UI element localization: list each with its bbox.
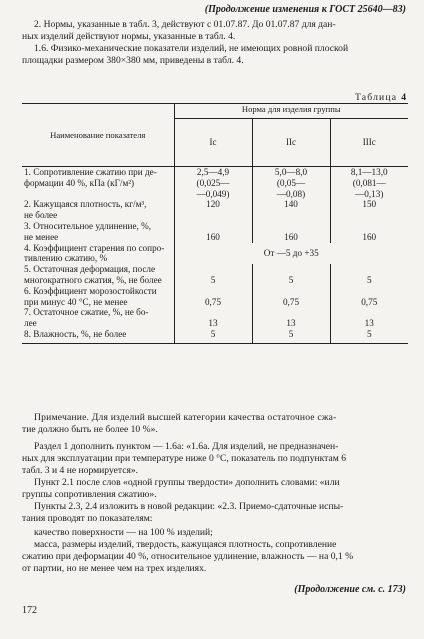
table-caption-number: 4 bbox=[401, 92, 406, 103]
row-4-merged-value: От —5 до +35 bbox=[263, 247, 319, 258]
intro-line-2: ных изделий действуют нормы, указанные в табл. 4. bbox=[22, 31, 236, 42]
row-7-name-line-1: 7. Остаточное сжатие, %, не бо- bbox=[24, 307, 149, 318]
row-1-col-2-line-3: —0,08) bbox=[276, 188, 306, 199]
note-line-5: табл. 3 и 4 не нормируется». bbox=[22, 465, 139, 476]
group-column-header: Норма для изделия группы bbox=[174, 104, 408, 119]
note-line-9: тания проводят по показателям: bbox=[22, 513, 153, 524]
table-row bbox=[22, 167, 408, 200]
row-5-name-line-2: многократного сжатия, %, не более bbox=[24, 274, 162, 285]
note-line-3: Раздел 1 дополнить пунктом — 1.6а: «1.6а. Для изделий, не предназначен- bbox=[34, 441, 339, 452]
row-6-name-line-2: при минус 40 °С, не менее bbox=[24, 296, 128, 307]
table-row bbox=[22, 199, 408, 221]
row-3-name-line-2: не менее bbox=[24, 231, 59, 242]
row-7-col-1: 13 bbox=[174, 307, 252, 329]
row-1-name-line-1: 1. Сопротивление сжатию при де- bbox=[24, 167, 157, 177]
row-3-col-3: 160 bbox=[362, 231, 377, 242]
column-header-1: Iс bbox=[174, 119, 252, 167]
row-2-col-2: 140 bbox=[252, 199, 330, 221]
row-5-col-2: 5 bbox=[252, 264, 330, 286]
row-1-col-3-line-3: —0,13) bbox=[355, 188, 384, 199]
table-caption bbox=[355, 92, 406, 103]
row-1-col-1-line-3: —0,049) bbox=[196, 188, 230, 199]
note-line-6: Пункт 2.1 после слов «одной группы твердости» дополнить словами: «или bbox=[34, 477, 340, 488]
row-1-col-1-line-1: 2,5—4,9 bbox=[196, 167, 230, 177]
note-line-10: качество поверхности — на 100 % изделий; bbox=[34, 527, 213, 538]
row-2-name-line-2: не более bbox=[24, 210, 58, 221]
row-3-col-2: 160 bbox=[252, 221, 330, 243]
row-6-name-line-1: 6. Коэффициент морозостойкости bbox=[24, 285, 157, 296]
table-caption-word: Таблица bbox=[354, 92, 398, 103]
row-8-col-1: 5 bbox=[174, 329, 252, 343]
row-3-col-1: 160 bbox=[174, 221, 252, 243]
row-1-col-2-line-2: (0,05— bbox=[276, 177, 306, 188]
intro-line-3: 1.6. Физико-механические показатели изделий, не имеющих ровной плоской bbox=[34, 43, 349, 54]
table-row bbox=[22, 307, 408, 329]
row-4-name-line-1: 4. Коэффициент старения по сопро- bbox=[24, 242, 165, 253]
page-number: 172 bbox=[22, 605, 37, 616]
row-2-name-line-1: 2. Кажущаяся плотность, кг/м³, bbox=[24, 199, 147, 210]
intro-line-4: площадки размером 380×380 мм, приведены в табл. 4. bbox=[22, 55, 244, 66]
row-2-col-3: 150 bbox=[362, 199, 377, 210]
row-7-name-line-2: лее bbox=[24, 318, 37, 329]
row-1-col-3-line-1: 8,1—13,0 bbox=[350, 167, 388, 177]
continuation-footer: (Продолжение см. с. 173) bbox=[294, 584, 406, 595]
row-1-col-2-line-1: 5,0—8,0 bbox=[274, 167, 308, 177]
column-header-2: IIс bbox=[252, 119, 330, 167]
row-2-col-1: 120 bbox=[174, 199, 252, 221]
row-8-col-3: 5 bbox=[330, 329, 408, 343]
row-7-col-3: 13 bbox=[364, 318, 374, 329]
column-header-3: IIIс bbox=[330, 119, 408, 167]
table-row bbox=[22, 264, 408, 286]
table-row bbox=[22, 221, 408, 243]
table-row bbox=[22, 286, 408, 308]
intro-line-1: 2. Нормы, указанные в табл. 3, действуют с 01.07.87. До 01.07.87 для дан- bbox=[34, 19, 336, 30]
row-6-col-1: 0,75 bbox=[174, 286, 252, 308]
name-column-header: Наименование показателя bbox=[22, 104, 174, 167]
row-8-col-2: 5 bbox=[252, 329, 330, 343]
row-8-name: 8. Влажность, %, не более bbox=[22, 329, 174, 343]
note-line-1: Примечание. Для изделий высшей категории качества остаточное сжа- bbox=[34, 412, 337, 423]
continuation-header: (Продолжение изменения к ГОСТ 25640—83) bbox=[204, 4, 406, 15]
row-7-col-2: 13 bbox=[252, 307, 330, 329]
note-line-12: сжатию при деформации 40 %, относительное удлинение, влажность — на 0,1 % bbox=[22, 551, 354, 562]
note-line-7: группы сопротивления сжатию». bbox=[22, 489, 157, 500]
row-3-name-line-1: 3. Относительное удлинение, %, bbox=[24, 220, 152, 231]
row-5-name-line-1: 5. Остаточная деформация, после bbox=[24, 264, 156, 275]
row-6-col-3: 0,75 bbox=[361, 296, 378, 307]
table-row bbox=[22, 329, 408, 343]
row-6-col-2: 0,75 bbox=[252, 286, 330, 308]
note-line-8: Пункты 2.3, 2.4 изложить в новой редакции: «2.3. Приемо-сдаточные испы- bbox=[34, 501, 344, 512]
properties-table bbox=[22, 103, 408, 344]
row-1-col-1-line-2: (0,025— bbox=[196, 177, 230, 188]
row-5-col-3: 5 bbox=[366, 274, 372, 285]
row-1-name-line-2: формации 40 %, кПа (кГ/м²) bbox=[24, 177, 135, 188]
table-row bbox=[22, 243, 408, 265]
note-line-13: от партии, но не менее чем на трех изделиях. bbox=[22, 563, 207, 574]
note-line-4: ных для эксплуатации при температуре ниже 0 °С, показатель по подпунктам 6 bbox=[22, 453, 346, 464]
row-4-name-line-2: тивлению сжатию, % bbox=[24, 253, 108, 264]
note-line-2: тие должно быть не более 10 %». bbox=[22, 424, 158, 435]
row-1-col-3-line-2: (0,081— bbox=[352, 177, 386, 188]
note-line-11: масса, размеры изделий, твердость, кажущаяся плотность, сопротивление bbox=[34, 539, 337, 550]
row-5-col-1: 5 bbox=[174, 264, 252, 286]
